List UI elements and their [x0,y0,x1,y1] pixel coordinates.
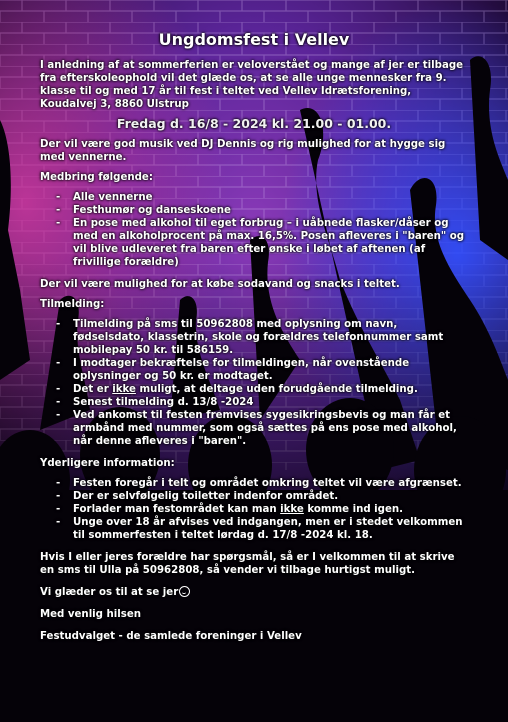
underlined-word: ikke [112,384,136,395]
bring-list [40,191,468,269]
list-item: - Senest tilmelding d. 13/8 -2024 [40,396,468,409]
bring-heading: Medbring følgende: [40,172,153,183]
list-item [40,383,468,396]
signup-list [40,318,468,448]
intro-paragraph: I anledning af at sommerferien er veloverstået og mange af jer er tilbage fra efterskoleophold vil det glæde os, at se alle unge mennesker fra 9. klasse til og med 17 år til fest i teltet ved Vellev Idrætsforening, Koudalvej 3, 8860 Ulstrup [40,60,464,110]
greeting: Med venlig hilsen [40,609,141,620]
list-item: - I modtager bekræftelse for tilmeldingen, når ovenstående oplysninger og 50 kr. er modtaget. [40,357,468,383]
item-text: Forlader man festområdet kan man [73,504,281,515]
list-item: - Der er selvfølgelig toiletter indenfor området. [40,490,468,503]
music-paragraph: Der vil være god musik ved DJ Dennis og rig mulighed for at hygge sig med vennerne. [40,139,446,163]
list-item: - Festen foregår i telt og området omkring teltet vil være afgrænset. [40,477,468,490]
item-text: Det er [73,384,113,395]
more-info-list [40,477,468,542]
signup-heading: Tilmelding: [40,299,105,310]
underlined-word: ikke [280,504,304,515]
list-item: - Tilmelding på sms til 50962808 med oplysning om navn, fødselsdato, klassetrin, skole og forældres telefonnummer samt mobilepay 50 kr. til 586159. [40,318,468,357]
contact-paragraph: Hvis I eller jeres forældre har spørgsmål, så er I velkommen til at skrive en sms til Ulla på 50962808, så vender vi tilbage hurtigst muligt. [40,552,455,576]
signature: Festudvalget - de samlede foreninger i Vellev [40,631,302,642]
looking-forward-text: Vi glæder os til at se jer [40,587,179,598]
item-text: muligt, at deltage uden forudgående tilmelding. [135,384,418,395]
looking-forward [40,586,468,599]
list-item: - Festhumør og danseskoene [40,204,468,217]
snacks-paragraph: Der vil være mulighed for at købe sodavand og snacks i teltet. [40,279,400,290]
event-title: Ungdomsfest i Vellev [158,30,350,49]
item-text: komme ind igen. [303,504,403,515]
event-date: Fredag d. 16/8 - 2024 kl. 21.00 - 01.00. [116,116,392,131]
list-item [40,503,468,516]
list-item: - Alle vennerne [40,191,468,204]
more-info-heading: Yderligere information: [40,458,175,469]
list-item: - En pose med alkohol til eget forbrug – i uåbnede flasker/dåser og med en alkoholprocent på max. 16,5%. Posen afleveres i "baren" og vil blive udleveret fra baren efter ønske i løbet af aftenen (af frivillige forældre) [40,217,468,269]
smiley-icon [179,586,190,597]
list-item: - Ved ankomst til festen fremvises sygesikringsbevis og man får et armbånd med nummer, som også sættes på ens pose med alkohol, når denne afleveres i "baren". [40,409,468,448]
list-item: - Unge over 18 år afvises ved indgangen, men er i stedet velkommen til sommerfesten i teltet lørdag d. 17/8 -2024 kl. 18. [40,516,468,542]
